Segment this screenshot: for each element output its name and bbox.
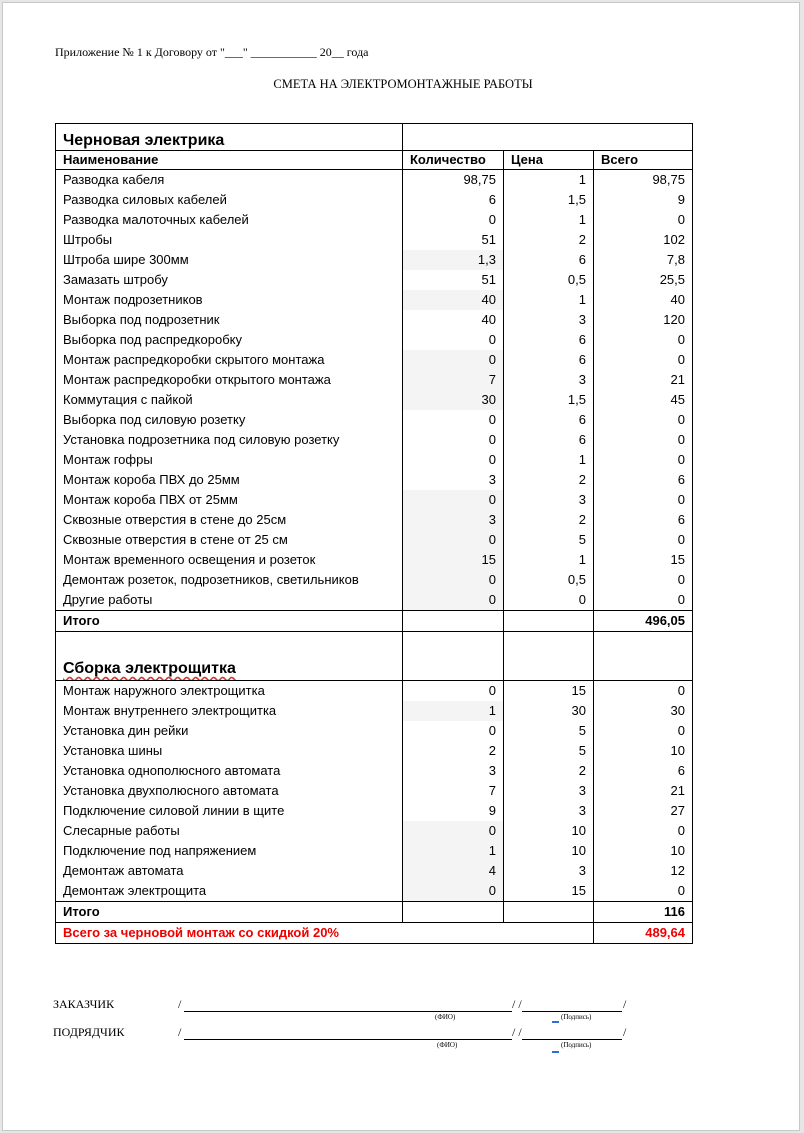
item-qty[interactable]: 0 <box>403 430 504 450</box>
item-name: Штробы <box>56 230 403 250</box>
total-empty-cell <box>403 611 504 632</box>
total-label: Итого <box>56 902 403 923</box>
item-qty[interactable]: 15 <box>403 550 504 570</box>
customer-sign-line[interactable] <box>522 1011 622 1012</box>
item-total: 30 <box>594 701 693 721</box>
grand-total-row <box>56 923 693 944</box>
item-price: 3 <box>504 781 594 801</box>
item-price: 6 <box>504 410 594 430</box>
item-price: 1 <box>504 450 594 470</box>
item-name: Монтаж внутреннего электрощитка <box>56 701 403 721</box>
document-title: СМЕТА НА ЭЛЕКТРОМОНТАЖНЫЕ РАБОТЫ <box>273 77 533 91</box>
table-row <box>56 761 693 781</box>
item-name: Другие работы <box>56 590 403 611</box>
item-qty[interactable]: 0 <box>403 450 504 470</box>
total-value: 496,05 <box>594 611 693 632</box>
section2-title-text: Сборка электрощитка <box>63 660 236 677</box>
item-name: Слесарные работы <box>56 821 403 841</box>
item-total: 0 <box>594 721 693 741</box>
item-total: 9 <box>594 190 693 210</box>
item-total: 45 <box>594 390 693 410</box>
item-total: 21 <box>594 781 693 801</box>
item-qty[interactable]: 3 <box>403 761 504 781</box>
item-price: 10 <box>504 841 594 861</box>
item-price: 1 <box>504 290 594 310</box>
table-row <box>56 741 693 761</box>
item-qty[interactable]: 1 <box>403 701 504 721</box>
table-row <box>56 590 693 611</box>
customer-fio-caption: (ФИО) <box>435 1013 456 1021</box>
item-qty[interactable]: 0 <box>403 590 504 611</box>
table-row <box>56 450 693 470</box>
item-price: 0 <box>504 590 594 611</box>
item-name: Монтаж распредкоробки скрытого монтажа <box>56 350 403 370</box>
item-name: Демонтаж автомата <box>56 861 403 881</box>
contractor-sign-line[interactable] <box>522 1039 622 1040</box>
total-empty-cell <box>504 611 594 632</box>
item-total: 6 <box>594 761 693 781</box>
table-row <box>56 330 693 350</box>
item-qty[interactable]: 0 <box>403 530 504 550</box>
item-qty[interactable]: 51 <box>403 230 504 250</box>
item-qty[interactable]: 1,3 <box>403 250 504 270</box>
item-price: 3 <box>504 801 594 821</box>
item-qty[interactable]: 1 <box>403 841 504 861</box>
item-qty[interactable]: 6 <box>403 190 504 210</box>
item-total: 120 <box>594 310 693 330</box>
item-name: Штроба шире 300мм <box>56 250 403 270</box>
item-qty[interactable]: 7 <box>403 370 504 390</box>
item-total: 0 <box>594 821 693 841</box>
item-qty[interactable]: 3 <box>403 470 504 490</box>
table-row <box>56 270 693 290</box>
table-row <box>56 470 693 490</box>
customer-slash-mid: / / <box>512 997 522 1011</box>
item-price: 2 <box>504 230 594 250</box>
col-name-header: Наименование <box>56 151 403 170</box>
table-row <box>56 530 693 550</box>
total-label: Итого <box>56 611 403 632</box>
item-total: 21 <box>594 370 693 390</box>
table-row <box>56 721 693 741</box>
column-header-row <box>56 151 693 170</box>
item-name: Разводка кабеля <box>56 170 403 191</box>
item-name: Установка шины <box>56 741 403 761</box>
item-name: Установка подрозетника под силовую розетку <box>56 430 403 450</box>
item-total: 0 <box>594 410 693 430</box>
item-name: Установка двухполюсного автомата <box>56 781 403 801</box>
item-total: 12 <box>594 861 693 881</box>
item-qty[interactable]: 0 <box>403 681 504 702</box>
item-qty[interactable]: 40 <box>403 290 504 310</box>
item-qty[interactable]: 2 <box>403 741 504 761</box>
item-total: 10 <box>594 841 693 861</box>
section2-title <box>56 632 403 681</box>
item-qty[interactable]: 0 <box>403 210 504 230</box>
item-name: Демонтаж розеток, подрозетников, светильников <box>56 570 403 590</box>
item-qty[interactable]: 40 <box>403 310 504 330</box>
item-price: 15 <box>504 881 594 902</box>
table-row <box>56 290 693 310</box>
item-price: 5 <box>504 741 594 761</box>
table-row <box>56 881 693 902</box>
table-row <box>56 490 693 510</box>
grand-total-label: Всего за черновой монтаж со скидкой 20% <box>56 923 594 944</box>
item-price: 3 <box>504 490 594 510</box>
customer-sign-caption: (Подпись) <box>561 1013 592 1021</box>
item-qty[interactable]: 0 <box>403 410 504 430</box>
item-name: Выборка под распредкоробку <box>56 330 403 350</box>
item-total: 10 <box>594 741 693 761</box>
item-price: 1 <box>504 550 594 570</box>
item-name: Выборка под силовую розетку <box>56 410 403 430</box>
item-price: 0,5 <box>504 270 594 290</box>
col-total-header: Всего <box>594 151 693 170</box>
table-row <box>56 801 693 821</box>
section1-total-row <box>56 611 693 632</box>
item-price: 6 <box>504 350 594 370</box>
item-name: Монтаж распредкоробки открытого монтажа <box>56 370 403 390</box>
item-name: Сквозные отверстия в стене до 25см <box>56 510 403 530</box>
table-row <box>56 230 693 250</box>
customer-marker <box>552 1021 559 1023</box>
item-total: 0 <box>594 681 693 702</box>
item-qty[interactable]: 0 <box>403 350 504 370</box>
table-row <box>56 310 693 330</box>
item-name: Замазать штробу <box>56 270 403 290</box>
item-price: 0,5 <box>504 570 594 590</box>
contractor-slash-left: / <box>178 1025 182 1039</box>
item-total: 25,5 <box>594 270 693 290</box>
item-price: 1,5 <box>504 390 594 410</box>
item-name: Установка однополюсного автомата <box>56 761 403 781</box>
table-row <box>56 350 693 370</box>
item-qty[interactable]: 4 <box>403 861 504 881</box>
document-page <box>2 2 800 1131</box>
item-total: 98,75 <box>594 170 693 191</box>
grand-total-value: 489,64 <box>594 923 693 944</box>
item-name: Монтаж короба ПВХ до 25мм <box>56 470 403 490</box>
item-name: Монтаж временного освещения и розеток <box>56 550 403 570</box>
table-row <box>56 861 693 881</box>
total-empty-cell <box>403 902 504 923</box>
total-empty-cell <box>504 902 594 923</box>
contractor-slash-mid: / / <box>512 1025 522 1039</box>
section2-header-row <box>56 632 693 681</box>
section2-header-cell <box>403 632 504 681</box>
table-row <box>56 550 693 570</box>
customer-fio-line[interactable] <box>184 1011 512 1012</box>
item-name: Монтаж подрозетников <box>56 290 403 310</box>
item-total: 15 <box>594 550 693 570</box>
item-price: 6 <box>504 330 594 350</box>
item-price: 1 <box>504 170 594 191</box>
item-total: 0 <box>594 450 693 470</box>
item-total: 27 <box>594 801 693 821</box>
item-total: 0 <box>594 210 693 230</box>
table-row <box>56 781 693 801</box>
table-row <box>56 570 693 590</box>
table-row <box>56 210 693 230</box>
section2-header-cell <box>504 632 594 681</box>
contractor-sign-caption: (Подпись) <box>561 1041 592 1049</box>
item-total: 6 <box>594 510 693 530</box>
item-name: Монтаж гофры <box>56 450 403 470</box>
annex-header: Приложение № 1 к Договору от "___" ___________ 20__ года <box>55 45 369 59</box>
item-name: Подключение силовой линии в щите <box>56 801 403 821</box>
table-row <box>56 250 693 270</box>
section1-title: Черновая электрика <box>56 124 403 151</box>
item-price: 3 <box>504 861 594 881</box>
item-qty[interactable]: 0 <box>403 570 504 590</box>
item-price: 2 <box>504 510 594 530</box>
item-total: 0 <box>594 590 693 611</box>
table-row <box>56 821 693 841</box>
item-name: Подключение под напряжением <box>56 841 403 861</box>
item-price: 6 <box>504 430 594 450</box>
item-price: 30 <box>504 701 594 721</box>
item-total: 0 <box>594 350 693 370</box>
table-row <box>56 190 693 210</box>
contractor-label: ПОДРЯДЧИК <box>53 1025 125 1039</box>
item-total: 0 <box>594 881 693 902</box>
item-total: 0 <box>594 330 693 350</box>
item-price: 2 <box>504 761 594 781</box>
section2-total-row <box>56 902 693 923</box>
item-total: 0 <box>594 570 693 590</box>
table-row <box>56 390 693 410</box>
table-row <box>56 410 693 430</box>
contractor-fio-line[interactable] <box>184 1039 512 1040</box>
table-row <box>56 510 693 530</box>
item-total: 6 <box>594 470 693 490</box>
item-price: 3 <box>504 370 594 390</box>
item-price: 3 <box>504 310 594 330</box>
col-qty-header: Количество <box>403 151 504 170</box>
item-price: 6 <box>504 250 594 270</box>
item-total: 102 <box>594 230 693 250</box>
item-qty[interactable]: 0 <box>403 721 504 741</box>
item-total: 7,8 <box>594 250 693 270</box>
item-name: Монтаж короба ПВХ от 25мм <box>56 490 403 510</box>
item-name: Установка дин рейки <box>56 721 403 741</box>
item-price: 1,5 <box>504 190 594 210</box>
contractor-marker <box>552 1051 559 1053</box>
item-qty[interactable]: 7 <box>403 781 504 801</box>
item-total: 40 <box>594 290 693 310</box>
item-name: Демонтаж электрощита <box>56 881 403 902</box>
total-value: 116 <box>594 902 693 923</box>
item-price: 1 <box>504 210 594 230</box>
item-price: 2 <box>504 470 594 490</box>
customer-slash-left: / <box>178 997 182 1011</box>
item-name: Монтаж наружного электрощитка <box>56 681 403 702</box>
section2-header-cell <box>594 632 693 681</box>
item-name: Разводка малоточных кабелей <box>56 210 403 230</box>
item-qty[interactable]: 51 <box>403 270 504 290</box>
item-qty[interactable]: 30 <box>403 390 504 410</box>
item-qty[interactable]: 98,75 <box>403 170 504 191</box>
table-row <box>56 170 693 191</box>
item-total: 0 <box>594 490 693 510</box>
item-qty[interactable]: 0 <box>403 821 504 841</box>
table-row <box>56 370 693 390</box>
item-qty[interactable]: 9 <box>403 801 504 821</box>
item-name: Выборка под подрозетник <box>56 310 403 330</box>
col-price-header: Цена <box>504 151 594 170</box>
table-row <box>56 701 693 721</box>
item-qty[interactable]: 3 <box>403 510 504 530</box>
item-price: 5 <box>504 530 594 550</box>
customer-label: ЗАКАЗЧИК <box>53 997 115 1011</box>
contractor-fio-caption: (ФИО) <box>437 1041 458 1049</box>
item-qty[interactable]: 0 <box>403 490 504 510</box>
item-price: 10 <box>504 821 594 841</box>
customer-slash-right: / <box>623 997 627 1011</box>
item-price: 5 <box>504 721 594 741</box>
estimate-table <box>55 123 693 944</box>
item-qty[interactable]: 0 <box>403 330 504 350</box>
item-name: Разводка силовых кабелей <box>56 190 403 210</box>
section1-header-row <box>56 124 693 151</box>
contractor-slash-right: / <box>623 1025 627 1039</box>
item-name: Сквозные отверстия в стене от 25 см <box>56 530 403 550</box>
item-price: 15 <box>504 681 594 702</box>
item-name: Коммутация с пайкой <box>56 390 403 410</box>
table-row <box>56 430 693 450</box>
table-row <box>56 841 693 861</box>
item-total: 0 <box>594 430 693 450</box>
item-qty[interactable]: 0 <box>403 881 504 902</box>
table-row <box>56 681 693 702</box>
item-total: 0 <box>594 530 693 550</box>
